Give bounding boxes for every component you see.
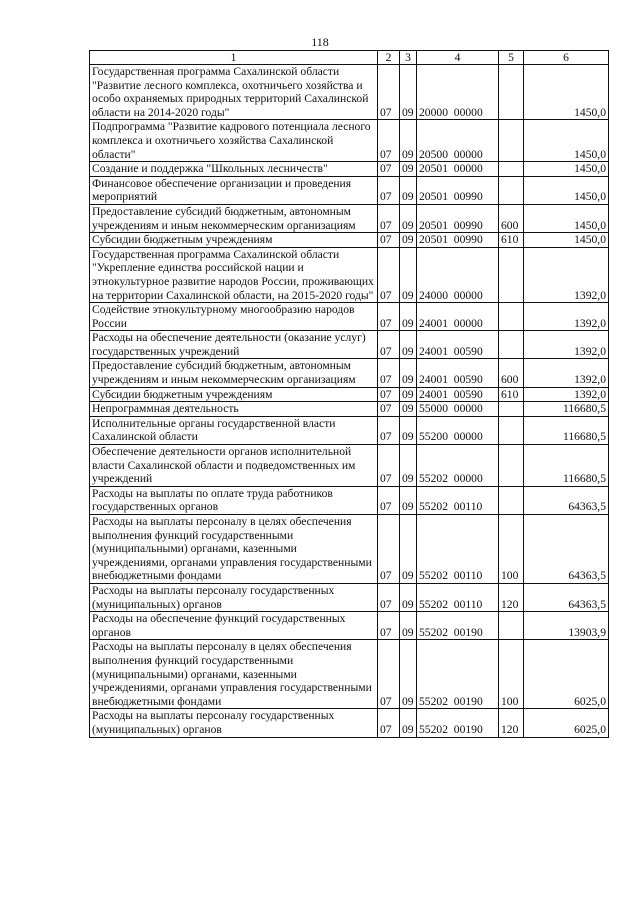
section-code-cell: 07 xyxy=(378,402,400,417)
amount-cell: 1392,0 xyxy=(524,303,609,331)
target-article-cell: 55202 00110 xyxy=(417,515,499,584)
target-article-cell: 20500 00000 xyxy=(417,120,499,162)
subsection-code-cell: 09 xyxy=(400,233,417,248)
expense-type-cell: 600 xyxy=(499,359,524,387)
section-code-cell: 07 xyxy=(378,247,400,302)
table-row xyxy=(90,247,609,302)
expense-type-cell xyxy=(499,303,524,331)
row-name-cell: Расходы на обеспечение функций государственных органов xyxy=(90,612,378,640)
expense-type-cell xyxy=(499,162,524,177)
section-code-cell: 07 xyxy=(378,486,400,514)
row-name-cell: Государственная программа Сахалинской области "Развитие лесного комплекса, охотничьего хозяйства и особо охраняемых природных территорий Сахалинской области на 2014-2020 годы" xyxy=(90,65,378,120)
amount-cell: 1450,0 xyxy=(524,176,609,204)
section-code-cell: 07 xyxy=(378,387,400,402)
table-row xyxy=(90,583,609,611)
row-name-cell: Расходы на выплаты по оплате труда работников государственных органов xyxy=(90,486,378,514)
target-article-cell: 55202 00000 xyxy=(417,445,499,487)
amount-cell: 1392,0 xyxy=(524,247,609,302)
column-header: 6 xyxy=(524,51,609,65)
table-row xyxy=(90,162,609,177)
amount-cell: 6025,0 xyxy=(524,709,609,737)
row-name-cell: Государственная программа Сахалинской области "Укрепление единства российской нации и этнокультурное развитие народов России, проживающих на территории Сахалинской области, на 2015-2020 годы" xyxy=(90,247,378,302)
section-code-cell: 07 xyxy=(378,233,400,248)
section-code-cell: 07 xyxy=(378,416,400,444)
row-name-cell: Обеспечение деятельности органов исполнительной власти Сахалинской области и подведомственных им учреждений xyxy=(90,445,378,487)
table-row xyxy=(90,176,609,204)
table-row xyxy=(90,486,609,514)
header-row xyxy=(90,51,609,65)
table-row xyxy=(90,303,609,331)
table-row xyxy=(90,331,609,359)
amount-cell: 1450,0 xyxy=(524,233,609,248)
column-header: 4 xyxy=(417,51,499,65)
table-row xyxy=(90,515,609,584)
section-code-cell: 07 xyxy=(378,176,400,204)
row-name-cell: Расходы на выплаты персоналу государственных (муниципальных) органов xyxy=(90,583,378,611)
subsection-code-cell: 09 xyxy=(400,709,417,737)
target-article-cell: 20501 00990 xyxy=(417,204,499,232)
column-header: 1 xyxy=(90,51,378,65)
subsection-code-cell: 09 xyxy=(400,247,417,302)
row-name-cell: Финансовое обеспечение организации и проведения мероприятий xyxy=(90,176,378,204)
row-name-cell: Непрограммная деятельность xyxy=(90,402,378,417)
subsection-code-cell: 09 xyxy=(400,162,417,177)
section-code-cell: 07 xyxy=(378,583,400,611)
subsection-code-cell: 09 xyxy=(400,486,417,514)
expense-type-cell xyxy=(499,247,524,302)
expense-type-cell xyxy=(499,331,524,359)
target-article-cell: 24001 00000 xyxy=(417,303,499,331)
expense-type-cell: 610 xyxy=(499,387,524,402)
subsection-code-cell: 09 xyxy=(400,303,417,331)
section-code-cell: 07 xyxy=(378,162,400,177)
table-row xyxy=(90,359,609,387)
target-article-cell: 55202 00110 xyxy=(417,583,499,611)
budget-table xyxy=(89,50,609,738)
subsection-code-cell: 09 xyxy=(400,65,417,120)
target-article-cell: 24001 00590 xyxy=(417,359,499,387)
expense-type-cell: 610 xyxy=(499,233,524,248)
subsection-code-cell: 09 xyxy=(400,445,417,487)
section-code-cell: 07 xyxy=(378,120,400,162)
amount-cell: 116680,5 xyxy=(524,416,609,444)
subsection-code-cell: 09 xyxy=(400,612,417,640)
table-row xyxy=(90,65,609,120)
section-code-cell: 07 xyxy=(378,612,400,640)
amount-cell: 116680,5 xyxy=(524,402,609,417)
row-name-cell: Субсидии бюджетным учреждениям xyxy=(90,387,378,402)
target-article-cell: 20501 00990 xyxy=(417,233,499,248)
row-name-cell: Расходы на выплаты персоналу государственных (муниципальных) органов xyxy=(90,709,378,737)
section-code-cell: 07 xyxy=(378,709,400,737)
section-code-cell: 07 xyxy=(378,331,400,359)
table-row xyxy=(90,640,609,709)
expense-type-cell xyxy=(499,445,524,487)
target-article-cell: 55200 00000 xyxy=(417,416,499,444)
table-row xyxy=(90,709,609,737)
table-row xyxy=(90,233,609,248)
target-article-cell: 55202 00190 xyxy=(417,612,499,640)
amount-cell: 1392,0 xyxy=(524,387,609,402)
subsection-code-cell: 09 xyxy=(400,359,417,387)
expense-type-cell: 100 xyxy=(499,640,524,709)
amount-cell: 1450,0 xyxy=(524,65,609,120)
expense-type-cell xyxy=(499,176,524,204)
row-name-cell: Содействие этнокультурному многообразию народов России xyxy=(90,303,378,331)
amount-cell: 64363,5 xyxy=(524,515,609,584)
section-code-cell: 07 xyxy=(378,65,400,120)
row-name-cell: Предоставление субсидий бюджетным, автономным учреждениям и иным некоммерческим организациям xyxy=(90,204,378,232)
section-code-cell: 07 xyxy=(378,204,400,232)
subsection-code-cell: 09 xyxy=(400,583,417,611)
amount-cell: 1450,0 xyxy=(524,204,609,232)
amount-cell: 13903,9 xyxy=(524,612,609,640)
row-name-cell: Расходы на обеспечение деятельности (оказание услуг) государственных учреждений xyxy=(90,331,378,359)
section-code-cell: 07 xyxy=(378,640,400,709)
row-name-cell: Расходы на выплаты персоналу в целях обеспечения выполнения функций государственными (муниципальными) органами, казенными учреждениями, органами управления государственными внебюджетными фондами xyxy=(90,515,378,584)
amount-cell: 64363,5 xyxy=(524,486,609,514)
table-row xyxy=(90,445,609,487)
row-name-cell: Создание и поддержка "Школьных лесничеств" xyxy=(90,162,378,177)
amount-cell: 1392,0 xyxy=(524,359,609,387)
target-article-cell: 55202 00190 xyxy=(417,640,499,709)
amount-cell: 1450,0 xyxy=(524,162,609,177)
subsection-code-cell: 09 xyxy=(400,120,417,162)
subsection-code-cell: 09 xyxy=(400,402,417,417)
row-name-cell: Предоставление субсидий бюджетным, автономным учреждениям и иным некоммерческим организациям xyxy=(90,359,378,387)
expense-type-cell xyxy=(499,486,524,514)
row-name-cell: Подпрограмма "Развитие кадрового потенциала лесного комплекса и охотничьего хозяйства Сахалинской области" xyxy=(90,120,378,162)
row-name-cell: Расходы на выплаты персоналу в целях обеспечения выполнения функций государственными (муниципальными) органами, казенными учреждениями, органами управления государственными внебюджетными фондами xyxy=(90,640,378,709)
subsection-code-cell: 09 xyxy=(400,515,417,584)
table-row xyxy=(90,402,609,417)
target-article-cell: 24001 00590 xyxy=(417,387,499,402)
subsection-code-cell: 09 xyxy=(400,640,417,709)
target-article-cell: 20000 00000 xyxy=(417,65,499,120)
target-article-cell: 55000 00000 xyxy=(417,402,499,417)
expense-type-cell xyxy=(499,612,524,640)
target-article-cell: 20501 00000 xyxy=(417,162,499,177)
expense-type-cell: 120 xyxy=(499,583,524,611)
subsection-code-cell: 09 xyxy=(400,204,417,232)
expense-type-cell: 600 xyxy=(499,204,524,232)
amount-cell: 1392,0 xyxy=(524,331,609,359)
expense-type-cell xyxy=(499,402,524,417)
table-row xyxy=(90,416,609,444)
target-article-cell: 55202 00190 xyxy=(417,709,499,737)
table-row xyxy=(90,120,609,162)
column-header: 2 xyxy=(378,51,400,65)
section-code-cell: 07 xyxy=(378,303,400,331)
table-row xyxy=(90,387,609,402)
page-number: 118 xyxy=(311,35,329,49)
expense-type-cell: 120 xyxy=(499,709,524,737)
section-code-cell: 07 xyxy=(378,359,400,387)
amount-cell: 6025,0 xyxy=(524,640,609,709)
row-name-cell: Субсидии бюджетным учреждениям xyxy=(90,233,378,248)
subsection-code-cell: 09 xyxy=(400,416,417,444)
target-article-cell: 24001 00590 xyxy=(417,331,499,359)
amount-cell: 64363,5 xyxy=(524,583,609,611)
expense-type-cell: 100 xyxy=(499,515,524,584)
section-code-cell: 07 xyxy=(378,445,400,487)
row-name-cell: Исполнительные органы государственной власти Сахалинской области xyxy=(90,416,378,444)
expense-type-cell xyxy=(499,120,524,162)
expense-type-cell xyxy=(499,416,524,444)
amount-cell: 116680,5 xyxy=(524,445,609,487)
target-article-cell: 20501 00990 xyxy=(417,176,499,204)
table-row xyxy=(90,612,609,640)
subsection-code-cell: 09 xyxy=(400,387,417,402)
column-header: 3 xyxy=(400,51,417,65)
subsection-code-cell: 09 xyxy=(400,331,417,359)
amount-cell: 1450,0 xyxy=(524,120,609,162)
subsection-code-cell: 09 xyxy=(400,176,417,204)
column-header: 5 xyxy=(499,51,524,65)
expense-type-cell xyxy=(499,65,524,120)
section-code-cell: 07 xyxy=(378,515,400,584)
target-article-cell: 55202 00110 xyxy=(417,486,499,514)
target-article-cell: 24000 00000 xyxy=(417,247,499,302)
table-row xyxy=(90,204,609,232)
